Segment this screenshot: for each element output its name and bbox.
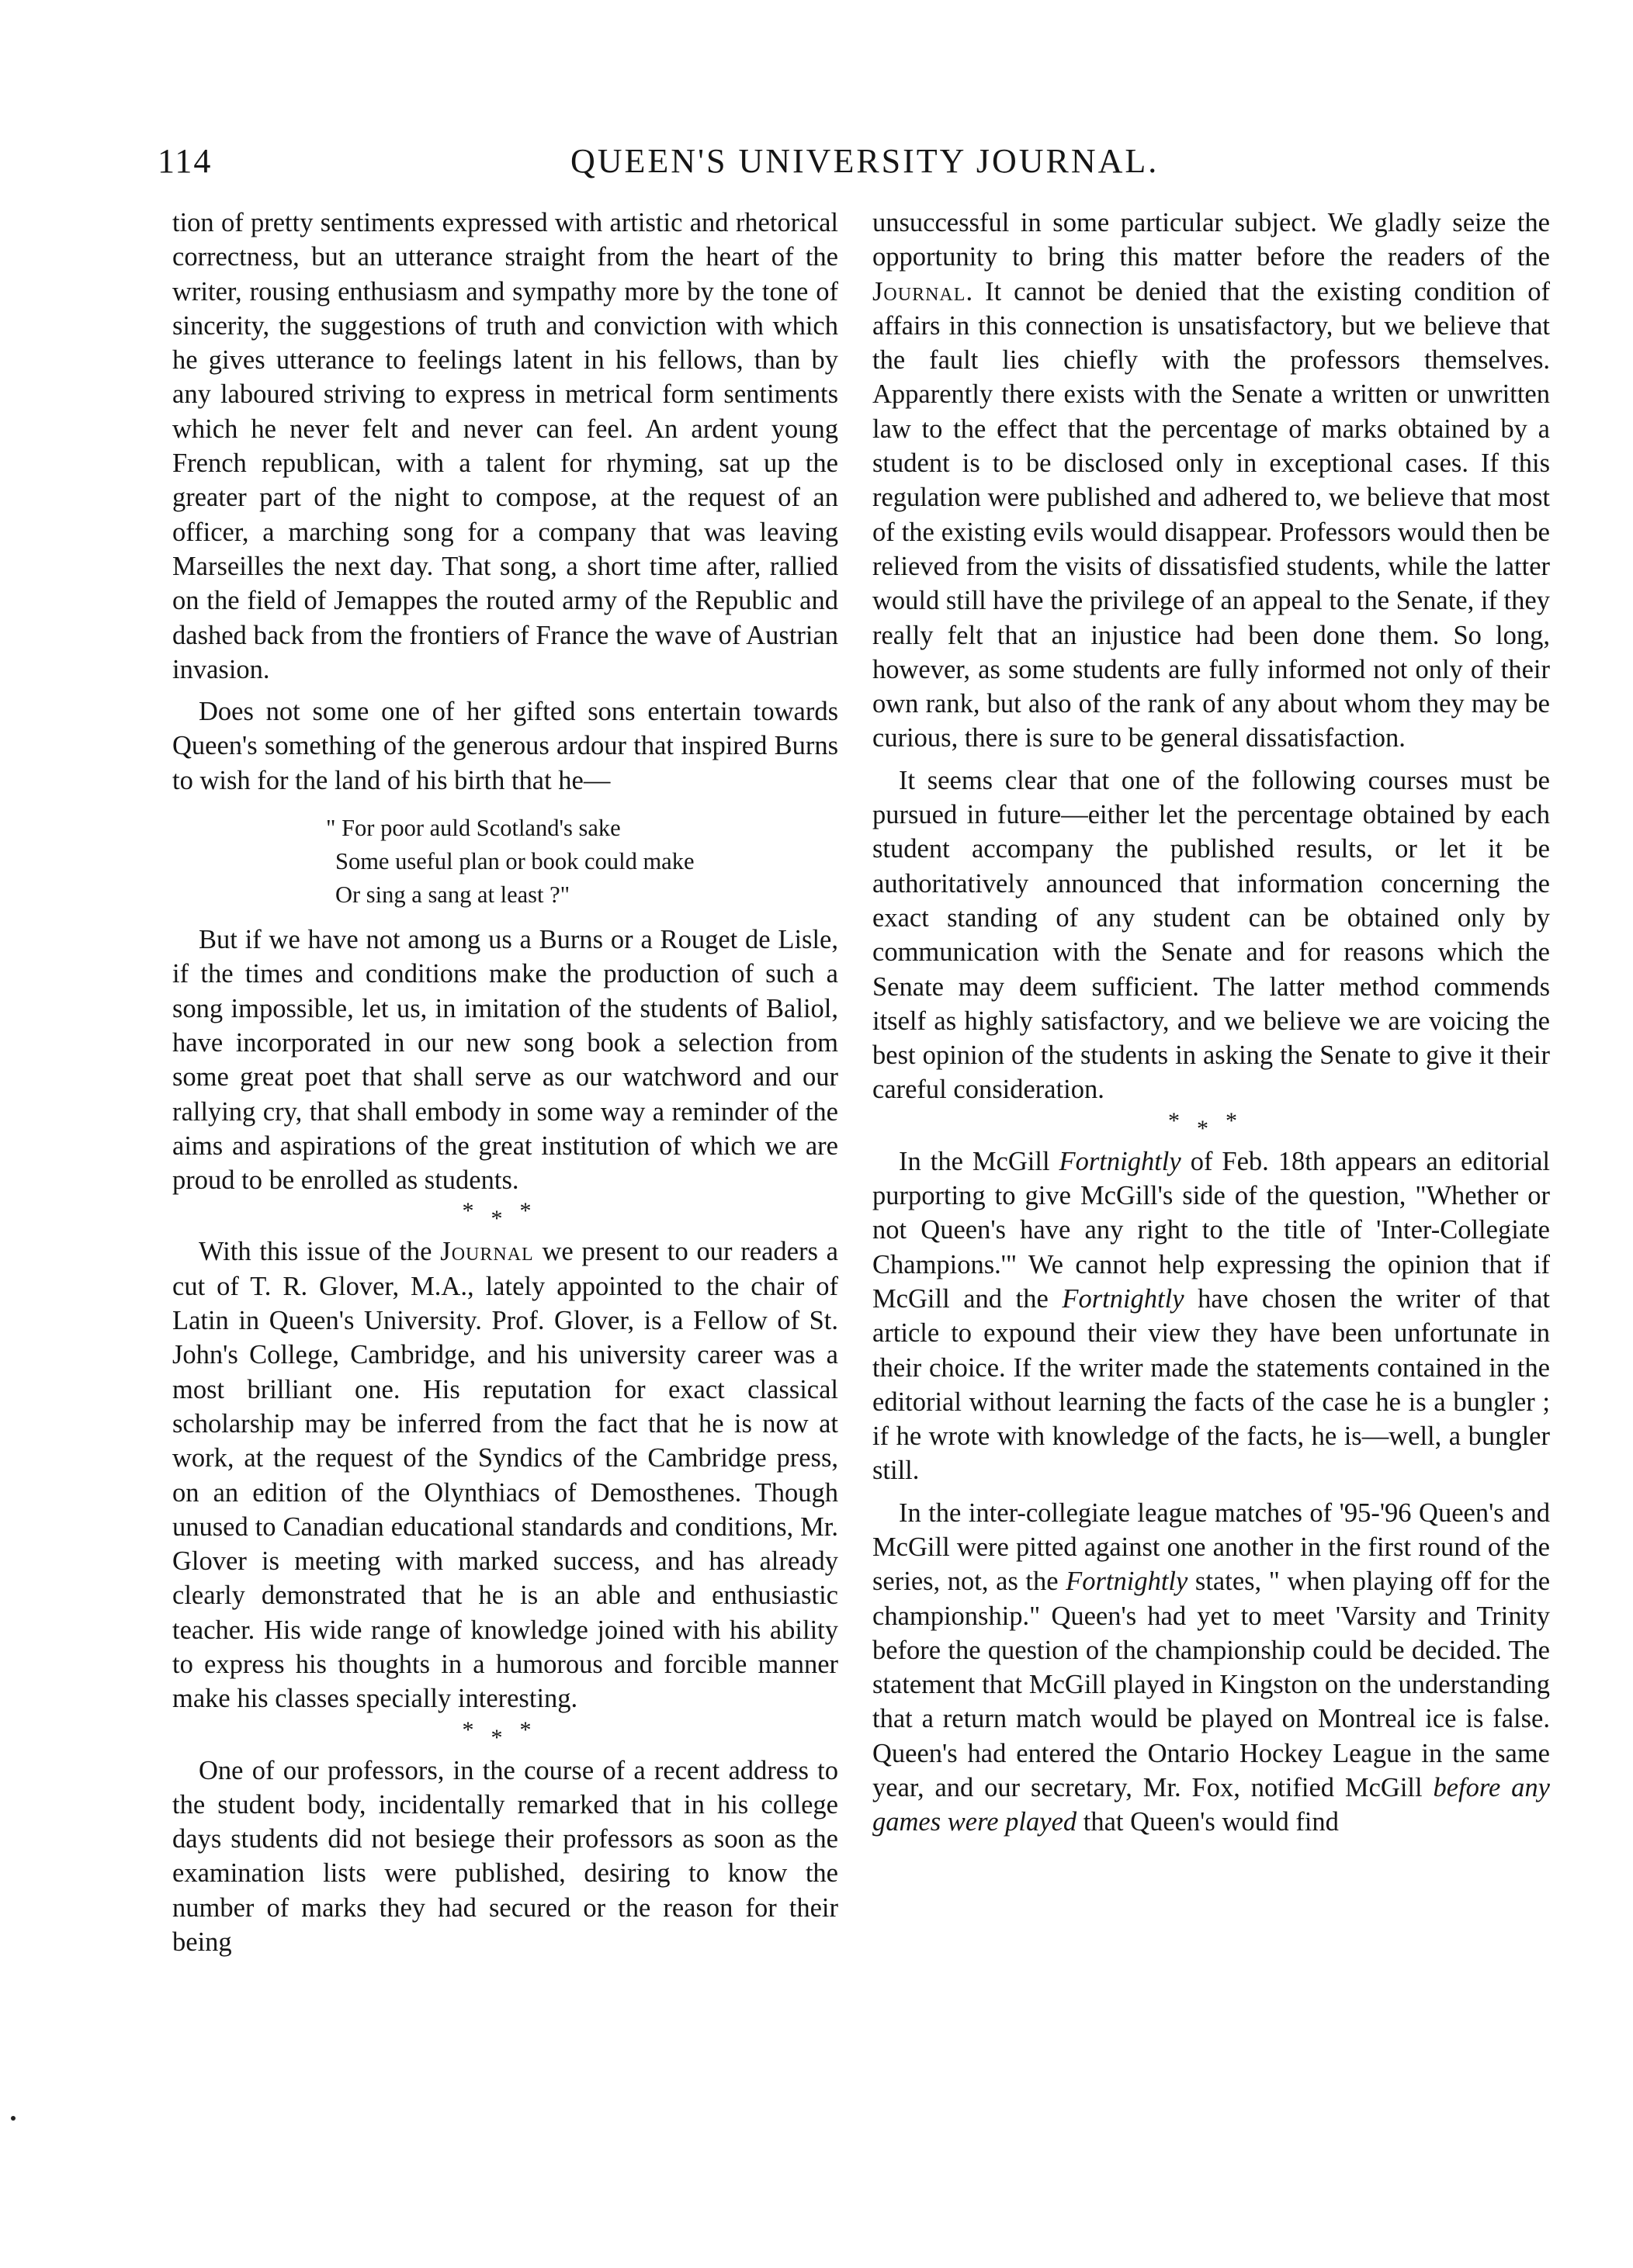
section-separator: ***	[462, 1716, 549, 1750]
paragraph-mcgill-editorial: In the McGill Fortnightly of Feb. 18th appears an editorial purporting to give McGill's side of the question, "Whether or not Queen's have any right to the title of 'Inter-Collegiate Champions.'" We cannot help expressing the opinion that if McGill and the Fortnightly have chosen the writer of that article to expound their view they have been unfortunate in their choice. If the writer made the statements contained in the editorial without learning the facts of the case he is a bungler ; if he wrote with knowledge of the facts, he is—well, a bungler still.	[872, 1146, 1551, 1486]
poem-line: Some useful plan or book could make	[335, 848, 695, 875]
page-header	[0, 141, 1633, 188]
paragraph-league-matches: In the inter-collegiate league matches of '95-'96 Queen's and McGill were pitted against one another in the first round of the series, not, as the Fortnightly states, " when playing off for the championship." Queen's had yet to meet 'Varsity and Trinity before the question of the championship could be decided. The statement that McGill played in Kingston on the understanding that a return match would be played on Montreal ice is false. Queen's had entered the Ontario Hockey League in the same year, and our secretary, Mr. Fox, notified McGill before any games were played that Queen's would find	[872, 1498, 1551, 1837]
paragraph-glover: With this issue of the Journal we present to our readers a cut of T. R. Glover, M.A., lately appointed to the chair of Latin in Queen's University. Prof. Glover, is a Fellow of St. John's College, Cambridge, and his university career was a most brilliant one. His reputation for exact classical scholarship may be inferred from the fact that he is now at work, at the request of the Syndics of the Cambridge press, on an edition of the Olynthiacs of Demosthenes. Though unused to Canadian educational standards and conditions, Mr. Glover is meeting with marked success, and has already clearly demonstrated that he is an able and enthusiastic teacher. His wide range of knowledge joined with his ability to express his thoughts in a humorous and forcible manner make his classes specially interesting.	[172, 1237, 838, 1714]
ink-speck	[11, 2116, 16, 2121]
paragraph-marseillaise: tion of pretty sentiments expressed with artistic and rhetorical correctness, but an utterance straight from the heart of the writer, rousing enthusiasm and sympathy more by the tone of sincerity, the suggestions of truth and conviction with which he gives utterance to feelings latent in his fellows, than by any laboured striving to express in metrical form sentiments which he never felt and never can feel. An ardent young French republican, with a talent for rhyming, sat up the greater part of the night to compose, at the request of an officer, a marching song for a company that was leaving Marseilles the next day. That song, a short time after, rallied on the field of Jemappes the routed army of the Republic and dashed back from the frontiers of France the wave of Austrian invasion.	[172, 208, 838, 684]
right-column	[872, 206, 1550, 1840]
publication-name: Fortnightly	[1066, 1567, 1188, 1597]
poem-line: " For poor auld Scotland's sake	[326, 815, 621, 842]
paragraph-courses: It seems clear that one of the following courses must be pursued in future—either let the percentage obtained by each student accompany the published results, or let it be authoritatively announced that information concerning the exact standing of any student can be obtained only by communication with the Senate and for reasons which the Senate may deem sufficient. The latter method commends itself as highly satisfactory, and we believe we are voicing the best opinion of the students in asking the Senate to give it their careful consideration.	[872, 765, 1550, 1105]
section-separator: ***	[1168, 1107, 1254, 1141]
paragraph-song-book: But if we have not among us a Burns or a Rouget de Lisle, if the times and conditions make the production of such a song impossible, let us, in imitation of the students of Baliol, have incorporated in our new song book a selection from some great poet that shall serve as our watchword and our rallying cry, that shall embody in some way a reminder of the aims and aspirations of the great institution of which we are proud to be enrolled as students.	[172, 925, 838, 1196]
poem-line: Or sing a sang at least ?"	[335, 881, 570, 909]
paragraph-marks: unsuccessful in some particular subject. We gladly seize the opportunity to bring this matter before the readers of the Journal. It cannot be denied that the existing condition of affairs in this connection is unsatisfactory, but we believe that the fault lies chiefly with the professors themselves. Apparently there exists with the Senate a written or unwritten law to the effect that the percentage of marks obtained by a student is to be disclosed only in exceptional cases. If this regulation were published and adhered to, we believe that most of the existing evils would disappear. Professors would then be relieved from the visits of dissatisfied students, while the latter would still have the privilege of an appeal to the Senate, if they really felt that an injustice had been done them. So long, however, as some students are fully informed not only of their own rank, but also of the rank of any about whom they may be curious, there is sure to be general dissatisfaction.	[872, 208, 1550, 753]
emphasis-text: before any games were played	[872, 1773, 1550, 1837]
poem-quotation	[172, 812, 838, 912]
paragraph-professors: One of our professors, in the course of a recent address to the student body, incidentally remarked that in his college days students did not besiege their professors as soon as the examination lists were published, desiring to know the number of marks they had secured or the reason for their being	[172, 1755, 838, 1958]
journal-name: Journal	[440, 1237, 534, 1267]
section-separator: ***	[462, 1198, 549, 1232]
running-title: QUEEN'S UNIVERSITY JOURNAL.	[570, 142, 1160, 180]
publication-name: Fortnightly	[1059, 1146, 1181, 1176]
page-number: 114	[158, 142, 213, 180]
paragraph-burns: Does not some one of her gifted sons entertain towards Queen's something of the generous ardour that inspired Burns to wish for the land of his birth that he—	[172, 697, 838, 795]
publication-name: Fortnightly	[1062, 1283, 1184, 1314]
left-column	[172, 206, 838, 1959]
journal-name: Journal	[872, 276, 966, 306]
